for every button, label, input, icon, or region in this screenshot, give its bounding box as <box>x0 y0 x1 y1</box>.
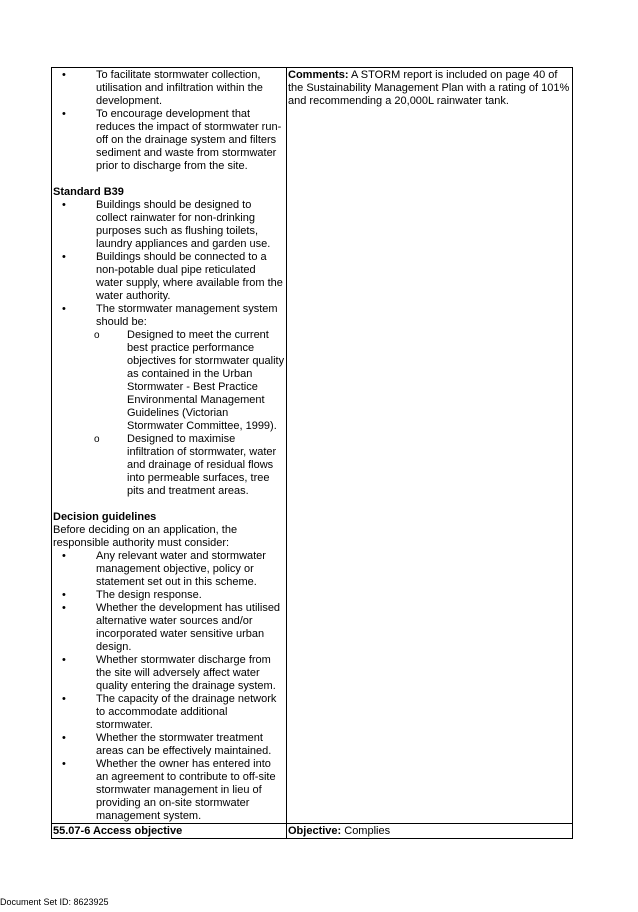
objective-value: Complies <box>341 825 391 837</box>
objectives-list <box>53 69 285 173</box>
decision-heading: Decision guidelines <box>53 511 157 523</box>
spacer <box>53 173 285 186</box>
assessment-table <box>51 67 573 839</box>
decision-text: The capacity of the drainage network to accommodate additional stormwater. <box>96 693 277 731</box>
list-item <box>53 303 285 498</box>
sub-item-text: Designed to meet the current best practice performance objectives for stormwater quality as contained in the Urban Stormwater - Best Practice Environmental Management Guidelines (Victorian Stormwater Committee, 1999). <box>127 329 285 432</box>
circle-bullet-icon: o <box>94 330 100 341</box>
sub-list-item <box>96 329 285 433</box>
list-item <box>53 108 285 173</box>
bullet-icon: • <box>62 69 66 81</box>
bullet-icon: • <box>62 303 66 315</box>
decision-text: Any relevant water and stormwater management objective, policy or statement set out in this scheme. <box>96 550 266 588</box>
sub-list-item <box>96 433 285 498</box>
decision-list <box>53 550 285 823</box>
list-item <box>53 693 285 732</box>
sub-list <box>96 329 285 498</box>
list-item <box>53 654 285 693</box>
table-row <box>52 68 573 824</box>
bullet-icon: • <box>62 550 66 562</box>
decision-intro: Before deciding on an application, the responsible authority must consider: <box>53 524 238 549</box>
standard-heading: Standard B39 <box>53 186 124 198</box>
standard-text: The stormwater management system should be: <box>96 303 278 328</box>
list-item <box>53 758 285 823</box>
spacer <box>53 498 285 511</box>
access-objective-heading: 55.07-6 Access objective <box>53 825 183 837</box>
bullet-icon: • <box>62 693 66 705</box>
decision-text: The design response. <box>96 589 202 601</box>
list-item <box>53 251 285 303</box>
comments-cell <box>287 68 573 824</box>
objective-text: To facilitate stormwater collection, utilisation and infiltration within the development. <box>96 69 263 107</box>
list-item <box>53 602 285 654</box>
decision-text: Whether the stormwater treatment areas can be effectively maintained. <box>96 732 272 757</box>
list-item <box>53 199 285 251</box>
bullet-icon: • <box>62 251 66 263</box>
document-set-id: Document Set ID: 8623925 <box>0 897 109 907</box>
decision-text: Whether the development has utilised alternative water sources and/or incorporated water sensitive urban design. <box>96 602 281 653</box>
bullet-icon: • <box>62 602 66 614</box>
circle-bullet-icon: o <box>94 434 100 445</box>
list-item <box>53 732 285 758</box>
bullet-icon: • <box>62 732 66 744</box>
objective-text: To encourage development that reduces the impact of stormwater run-off on the drainage system and filters sediment and waste from stormwater prior to discharge from the site. <box>96 108 282 172</box>
bullet-icon: • <box>62 654 66 666</box>
decision-text: Whether stormwater discharge from the site will adversely affect water quality entering the drainage system. <box>96 654 276 692</box>
standard-text: Buildings should be connected to a non-potable dual pipe reticulated water supply, where available from the water authority. <box>96 251 283 302</box>
bullet-icon: • <box>62 108 66 120</box>
list-item <box>53 550 285 589</box>
bullet-icon: • <box>62 199 66 211</box>
sub-item-text: Designed to maximise infiltration of stormwater, water and drainage of residual flows into permeable surfaces, tree pits and treatment areas. <box>127 433 277 497</box>
table-row <box>52 824 573 839</box>
objective-label: Objective: <box>288 825 342 837</box>
standard-cell <box>52 68 287 824</box>
comments-label: Comments: <box>288 69 349 81</box>
bullet-icon: • <box>62 758 66 770</box>
list-item <box>53 69 285 108</box>
comments-text: A STORM report is included on page 40 of the Sustainability Management Plan with a rating of 101% and recommending a 20,000L rainwater tank. <box>288 69 570 107</box>
objective-status-cell <box>287 824 573 839</box>
standard-list <box>53 199 285 498</box>
bullet-icon: • <box>62 589 66 601</box>
access-objective-cell <box>52 824 287 839</box>
decision-text: Whether the owner has entered into an agreement to contribute to off-site stormwater management in lieu of providing an on-site stormwater management system. <box>96 758 276 822</box>
list-item <box>53 589 285 602</box>
standard-text: Buildings should be designed to collect rainwater for non-drinking purposes such as flushing toilets, laundry appliances and garden use. <box>96 199 271 250</box>
